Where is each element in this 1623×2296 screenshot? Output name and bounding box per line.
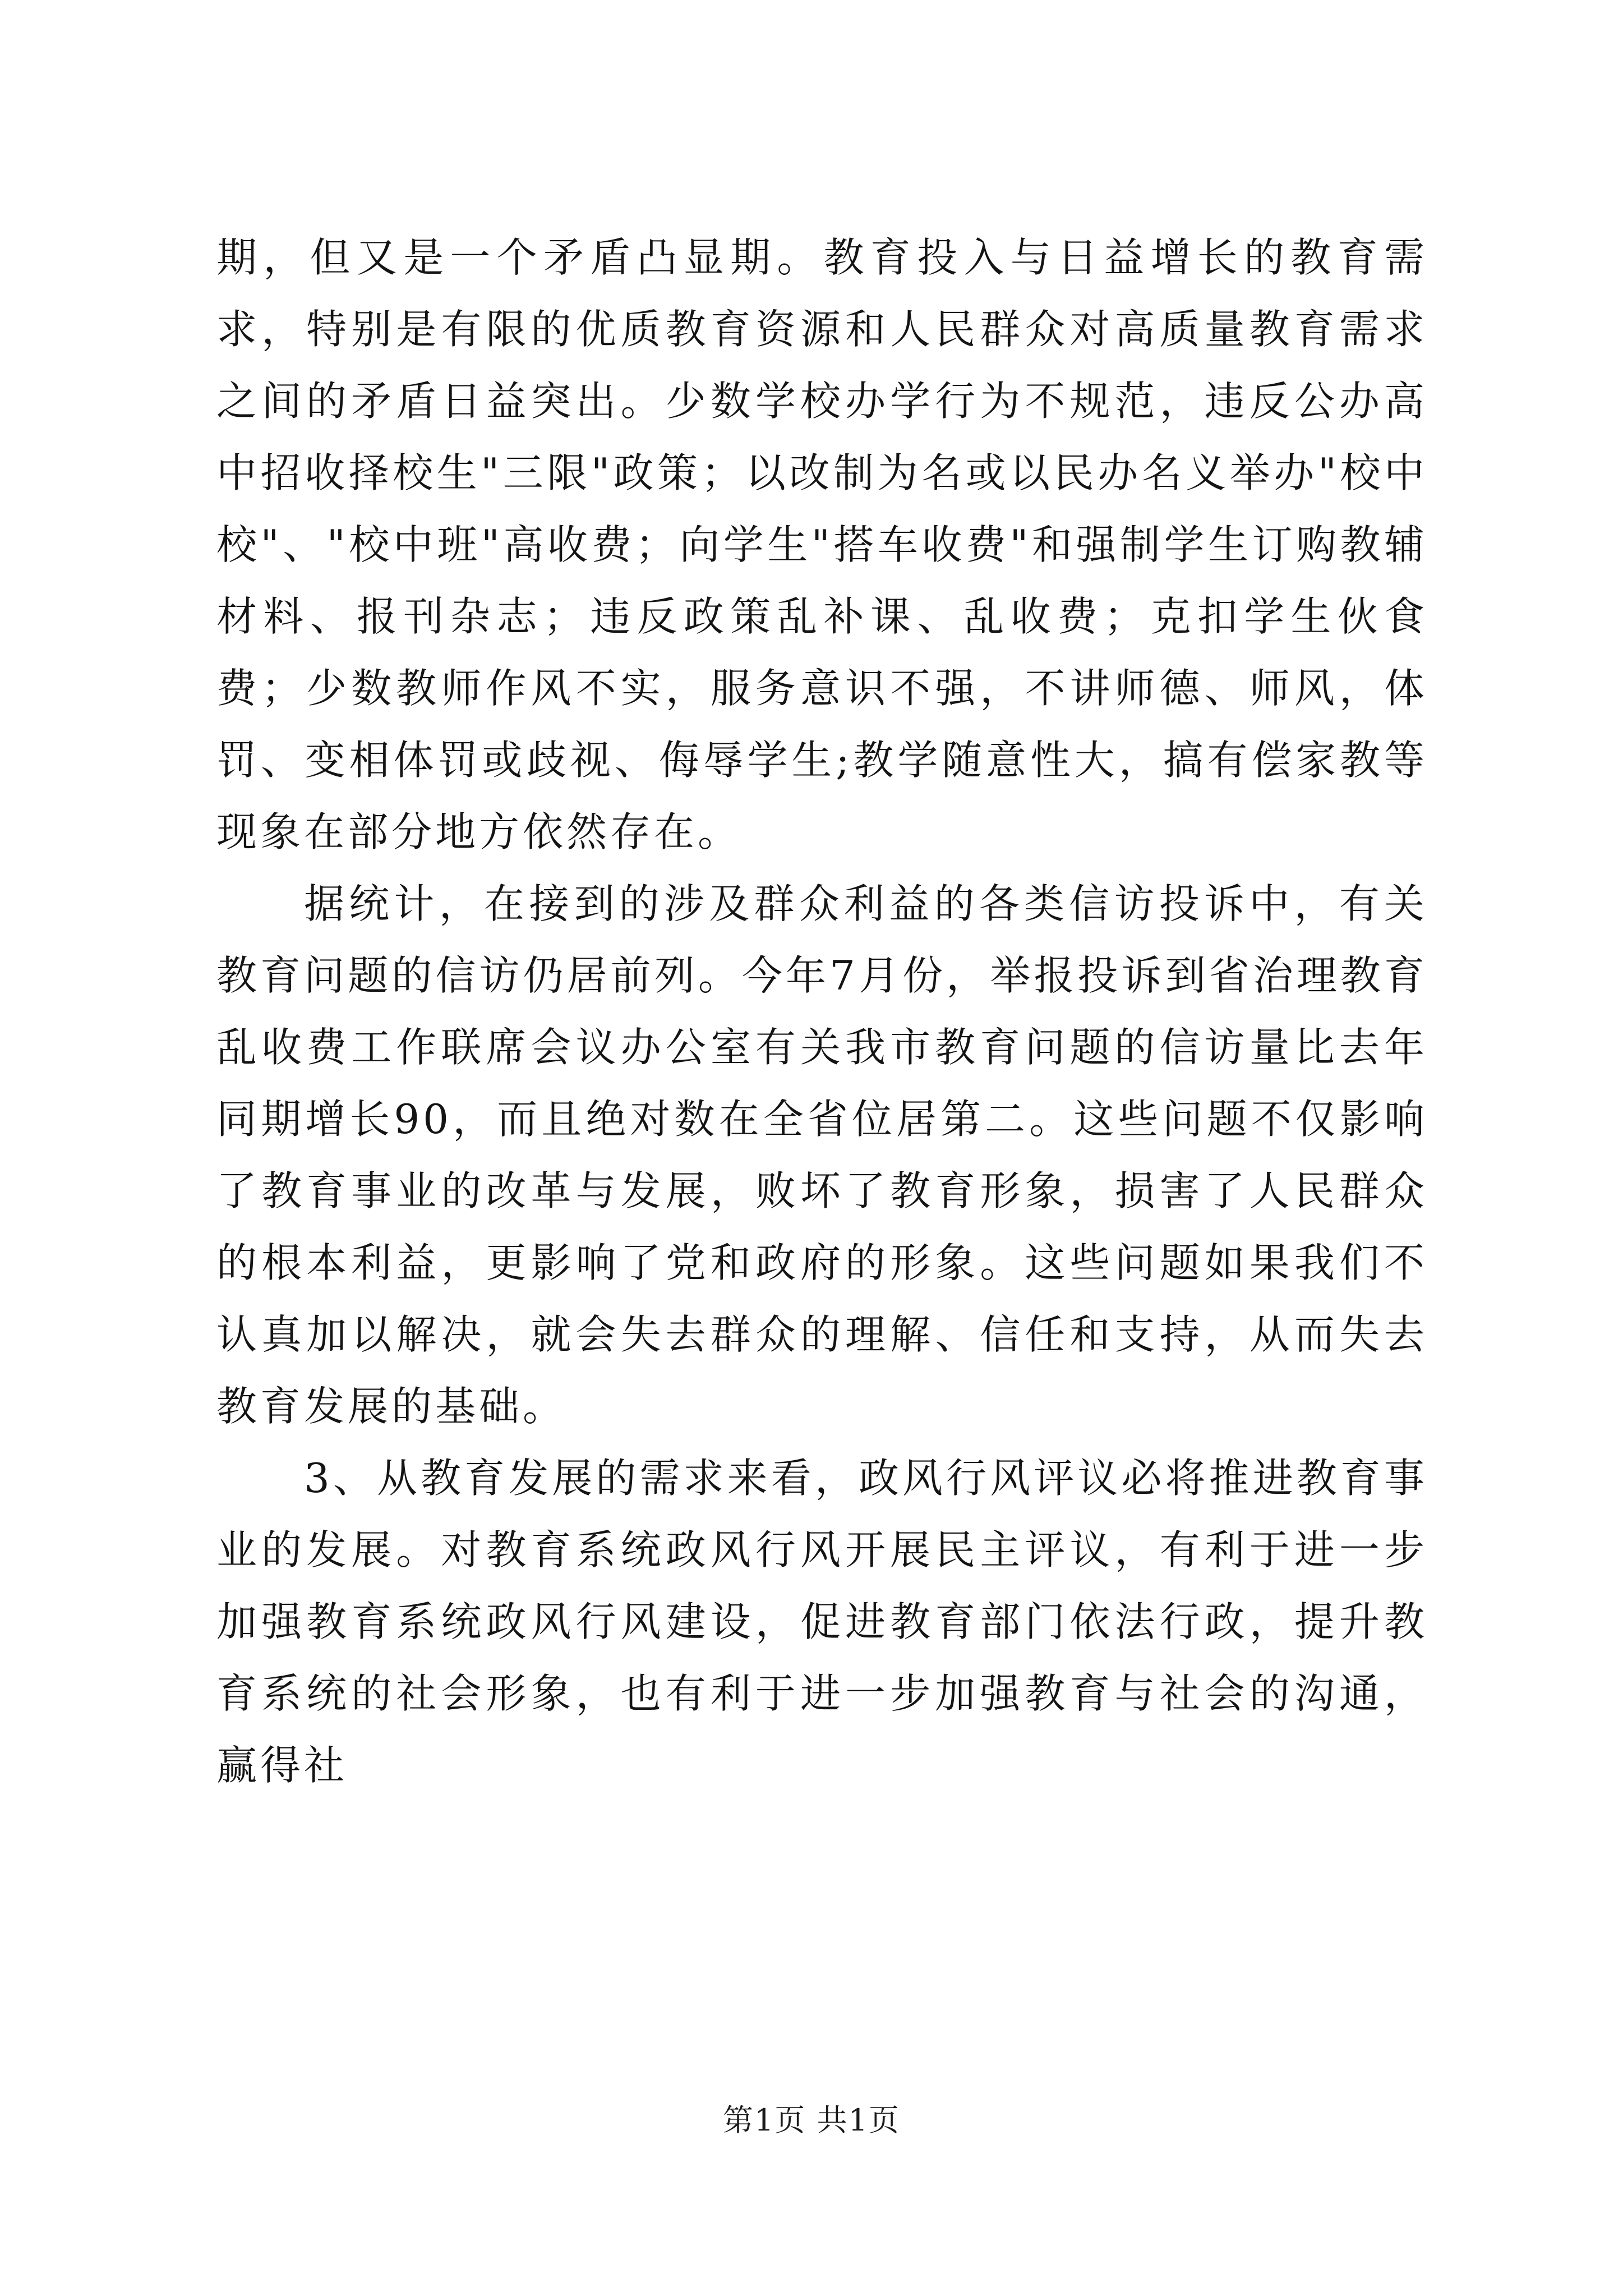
page-footer: 第1页 共1页 xyxy=(723,2102,900,2138)
document-body xyxy=(216,222,1428,1801)
paragraph-1: 期，但又是一个矛盾凸显期。教育投入与日益增长的教育需求，特别是有限的优质教育资源和人民群众对高质量教育需求之间的矛盾日益突出。少数学校办学行为不规范，违反公办高中招收择校生"三限"政策；以改制为名或以民办名义举办"校中校"、"校中班"高收费；向学生"搭车收费"和强制学生订购教辅材料、报刊杂志；违反政策乱补课、乱收费；克扣学生伙食费；少数教师作风不实，服务意识不强，不讲师德、师风，体罚、变相体罚或歧视、侮辱学生;教学随意性大，搞有偿家教等现象在部分地方依然存在。 xyxy=(216,234,1428,855)
paragraph-2: 据统计，在接到的涉及群众利益的各类信访投诉中，有关教育问题的信访仍居前列。今年7月份，举报投诉到省治理教育乱收费工作联席会议办公室有关我市教育问题的信访量比去年同期增长90，而且绝对数在全省位居第二。这些问题不仅影响了教育事业的改革与发展，败坏了教育形象，损害了人民群众的根本利益，更影响了党和政府的形象。这些问题如果我们不认真加以解决，就会失去群众的理解、信任和支持，从而失去教育发展的基础。 xyxy=(216,880,1428,1430)
paragraph-3: 3、从教育发展的需求来看，政风行风评议必将推进教育事业的发展。对教育系统政风行风开展民主评议，有利于进一步加强教育系统政风行风建设，促进教育部门依法行政，提升教育系统的社会形象，也有利于进一步加强教育与社会的沟通，赢得社 xyxy=(216,1455,1428,1789)
